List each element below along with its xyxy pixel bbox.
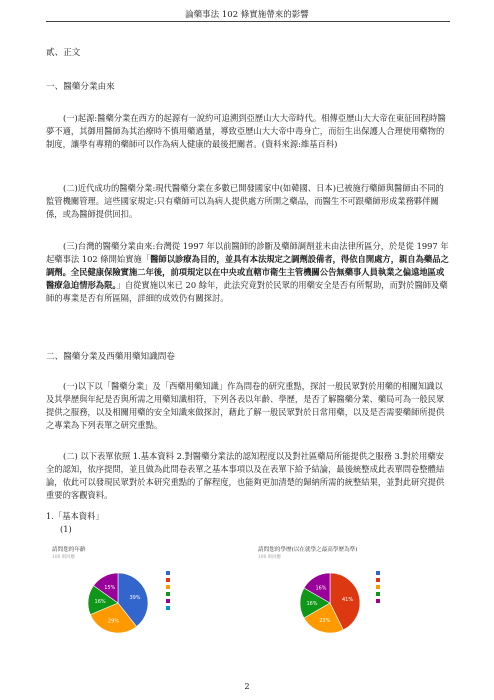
legend-swatch	[376, 585, 380, 589]
legend-item	[376, 597, 383, 604]
section-title: 貳、正文	[46, 48, 81, 58]
legend-swatch	[376, 599, 380, 603]
legend-swatch	[166, 585, 170, 589]
header-rule	[46, 21, 450, 22]
paragraph-origin: (一)起源:醫藥分業在西方的起源有一說約可追溯到亞歷山大大帝時代。相傳亞歷山大大帝在東征回程時醫夢不適，其御用醫師為其治療時不慎用藥過量，導致亞歷山大大帝中毒身亡，而衍生出保護人合理使用藥物的制度，讓學有專精的藥師可以作為病人健康的最後把關者。(資料來源:維基百科)	[46, 113, 446, 149]
legend-swatch	[376, 578, 380, 582]
taiwan-text-c: 」自從實施以來已 20 餘年，此法究竟對於民眾的用藥安全是否有所幫助，而對於醫師及藥師的專業是否有所區隔，詳細的成效仍有關探討。	[46, 279, 448, 303]
legend-swatch	[166, 571, 170, 575]
age-pie-chart	[46, 545, 236, 640]
paragraph-modern: (二)近代成功的醫藥分業:現代醫藥分業在多數已開發國家中(如韓國、日本)已被施行藥師與醫師由不同的監管機關管理。這些國家規定:只有藥師可以為病人提供處方所開之藥品，而醫生不可跟藥師形成業務夥伴關係，或為醫師提供回扣。	[46, 183, 444, 219]
legend-swatch	[166, 578, 170, 582]
paragraph-form-order: (二) 以下表單依照 1.基本資料 2.對醫藥分業法的認知程度以及對社區藥局所能提供之服務 3.對於用藥安全的認知，依序提問，並且做為此問卷表單之基本事項以及在表單下給予結論，最後統整成此表單問卷整體結論，依此可以發現民眾對於本研究重點的了解程度，也能夠更加清楚的歸納所需的統整結果，並對此研究提供重要的客觀資料。	[46, 451, 445, 500]
legend-item	[166, 576, 173, 583]
legend-swatch	[166, 592, 170, 596]
legend-swatch	[376, 571, 380, 575]
slice-label: 16%	[315, 585, 327, 592]
age-pie-svg	[46, 545, 236, 640]
legend-swatch	[376, 592, 380, 596]
legend-item	[166, 597, 173, 604]
sub-label: (1)	[60, 524, 72, 534]
legend	[166, 569, 173, 611]
page-number: 2	[244, 682, 250, 691]
slice-label: 39%	[129, 595, 141, 602]
slice-label: 16%	[94, 599, 106, 606]
legend-item	[166, 583, 173, 590]
chart-title: 請問您的學歷(以在就學之最高學歷為準)	[258, 547, 358, 553]
taiwan-text-a: (三)台灣的醫藥分業由來:台灣從 1997 年以前醫師的診斷及藥師調劑並未由法律所區分，於是從 1997 年起藥事法 102 條開始實施「	[46, 241, 449, 264]
education-pie-svg	[252, 545, 442, 640]
chart-subtitle: 100 則回應	[52, 555, 75, 560]
paragraph-questionnaire: (一)以下以「醫藥分業」及「西藥用藥知識」作為問卷的研究重點，探討一般民眾對於用藥的相關知識以及其學歷與年紀是否與所需之用藥知識相符，下列各表以年齡、學歷，是否了解醫藥分業、藥局可為一般民眾提供之服務，以及相關用藥的安全知識來做探討，藉此了解一般民眾對於日常用藥，以及是否需要藥師所提供之專業為下列表單之研究重點。	[46, 381, 445, 430]
chart-subtitle: 100 則回應	[258, 555, 281, 560]
legend-item	[376, 569, 383, 576]
legend-item	[166, 604, 173, 611]
legend-item	[166, 569, 173, 576]
legend-item	[376, 583, 383, 590]
slice-label: 41%	[341, 596, 354, 603]
legend-swatch	[166, 606, 170, 610]
running-header: 論藥事法 102 條實施帶來的影響	[185, 10, 309, 20]
pie-left-group	[88, 573, 148, 633]
slice-label: 23%	[319, 618, 331, 625]
legend-item	[166, 590, 173, 597]
slice-label: 29%	[107, 618, 120, 625]
chart-title: 請問您的年齡	[52, 547, 86, 553]
list-label: 1.「基本資料」	[46, 511, 104, 521]
legend	[376, 569, 383, 604]
slice-label: 16%	[306, 601, 318, 607]
legend-swatch	[166, 599, 170, 603]
part2-heading: 二、醫藥分業及西藥用藥知識問卷	[46, 352, 175, 362]
paragraph-taiwan	[46, 240, 450, 305]
slice-label: 15%	[104, 585, 116, 592]
legend-item	[376, 576, 383, 583]
legend-item	[376, 590, 383, 597]
pie-right-group	[300, 573, 360, 633]
education-pie-chart	[252, 545, 442, 640]
law-quote: 醫師以診療為目的，並具有本法規定之調劑設備者，得依自開處方，親自為藥品之調劑。全民健康保險實施二年後，前項規定以在中央或直轄市衛生主管機關公告無藥事人員執業之偏遠地區或醫療急迫情形為限。	[46, 253, 449, 290]
part1-heading: 一、醫藥分業由來	[46, 82, 115, 92]
